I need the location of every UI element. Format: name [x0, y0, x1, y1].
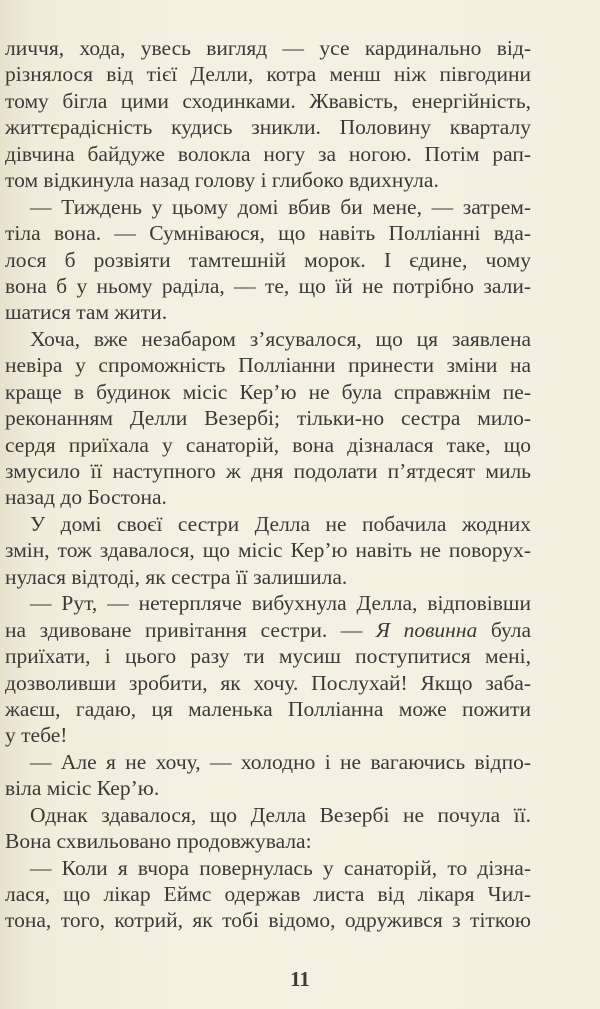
text-line: життєрадісність кудись зникли. Половину кварталу: [5, 115, 531, 140]
text-line: — Коли я вчора повернулась у санаторій, то дізна-: [30, 855, 531, 880]
text-line: том відкинула назад голову і глибоко вдихнула.: [5, 168, 439, 193]
text-line: тіла вона. — Сумніваюся, що навіть Полліанні вда-: [5, 221, 531, 246]
text-line: [5, 617, 531, 643]
text-segment: на здивоване привітання сестри. —: [5, 617, 376, 642]
text-line: Хоча, вже незабаром з’ясувалося, що ця заявлена: [30, 326, 531, 351]
text-line: змін, тож здавалося, що місіс Кер’ю навіть не поворух-: [5, 538, 531, 563]
text-line: змусило її наступного ж дня подолати п’ятдесят миль: [5, 459, 531, 483]
text-line: лася, що лікар Еймс одержав листа від лікаря Чил-: [5, 882, 531, 906]
text-line: різнялося від тієї Делли, котра менш ніж півгодини: [5, 62, 531, 87]
page-number: 11: [290, 967, 310, 991]
text-line: — Рут, — нетерпляче вибухнула Делла, відповівши: [30, 591, 531, 616]
book-page-text: [5, 35, 531, 934]
text-line: назад до Бостона.: [5, 485, 167, 510]
text-line: личчя, хода, увесь вигляд — усе кардинально від-: [5, 36, 531, 60]
text-line: дівчина байдуже волокла ногу за ногою. Потім рап-: [5, 141, 531, 166]
text-line: тона, того, котрий, як тобі відомо, одружився з тіткою: [5, 908, 531, 933]
text-line: нулася відтоді, як сестра її залишила.: [5, 564, 348, 589]
text-line: — Тиждень у цьому домі вбив би мене, — затрем-: [30, 194, 531, 219]
text-line: жаєш, гадаю, ця маленька Полліанна може пожити: [5, 696, 531, 721]
text-line: тому бігла цими сходинками. Жвавість, енергійність,: [5, 88, 531, 113]
text-line: шатися там жити.: [5, 300, 168, 325]
text-line: у тебе!: [5, 723, 68, 748]
text-line: невіра у спроможність Полліанни принести зміни на: [5, 353, 531, 378]
text-line: віла місіс Кер’ю.: [5, 776, 160, 801]
text-line: вона б у ньому раділа, — те, що їй не потрібно зали-: [5, 273, 531, 298]
text-line: приїхати, і цього разу ти мусиш поступитися мені,: [5, 644, 531, 669]
text-line: лося б розвіяти тамтешній морок. І єдине, чому: [5, 247, 531, 272]
text-line: реконанням Делли Везербі; тільки-но сестра мило-: [5, 406, 531, 431]
text-line: краще в будинок місіс Кер’ю не була справжнім пе-: [5, 379, 531, 404]
italic-emphasis: Я повинна: [375, 617, 478, 642]
text-line: — Але я не хочу, — холодно і не вагаючись відпо-: [30, 749, 531, 774]
text-line: сердя приїхала у санаторій, вона дізналася таке, що: [5, 432, 531, 457]
text-line: дозволивши зробити, як хочу. Послухай! Якщо заба-: [5, 670, 531, 695]
text-line: Вона схвильовано продовжувала:: [5, 829, 312, 854]
text-segment: була: [477, 617, 532, 642]
text-line: Однак здавалося, що Делла Везербі не почула її.: [30, 802, 531, 827]
text-line: У домі своєї сестри Делла не побачила жодних: [30, 511, 531, 536]
